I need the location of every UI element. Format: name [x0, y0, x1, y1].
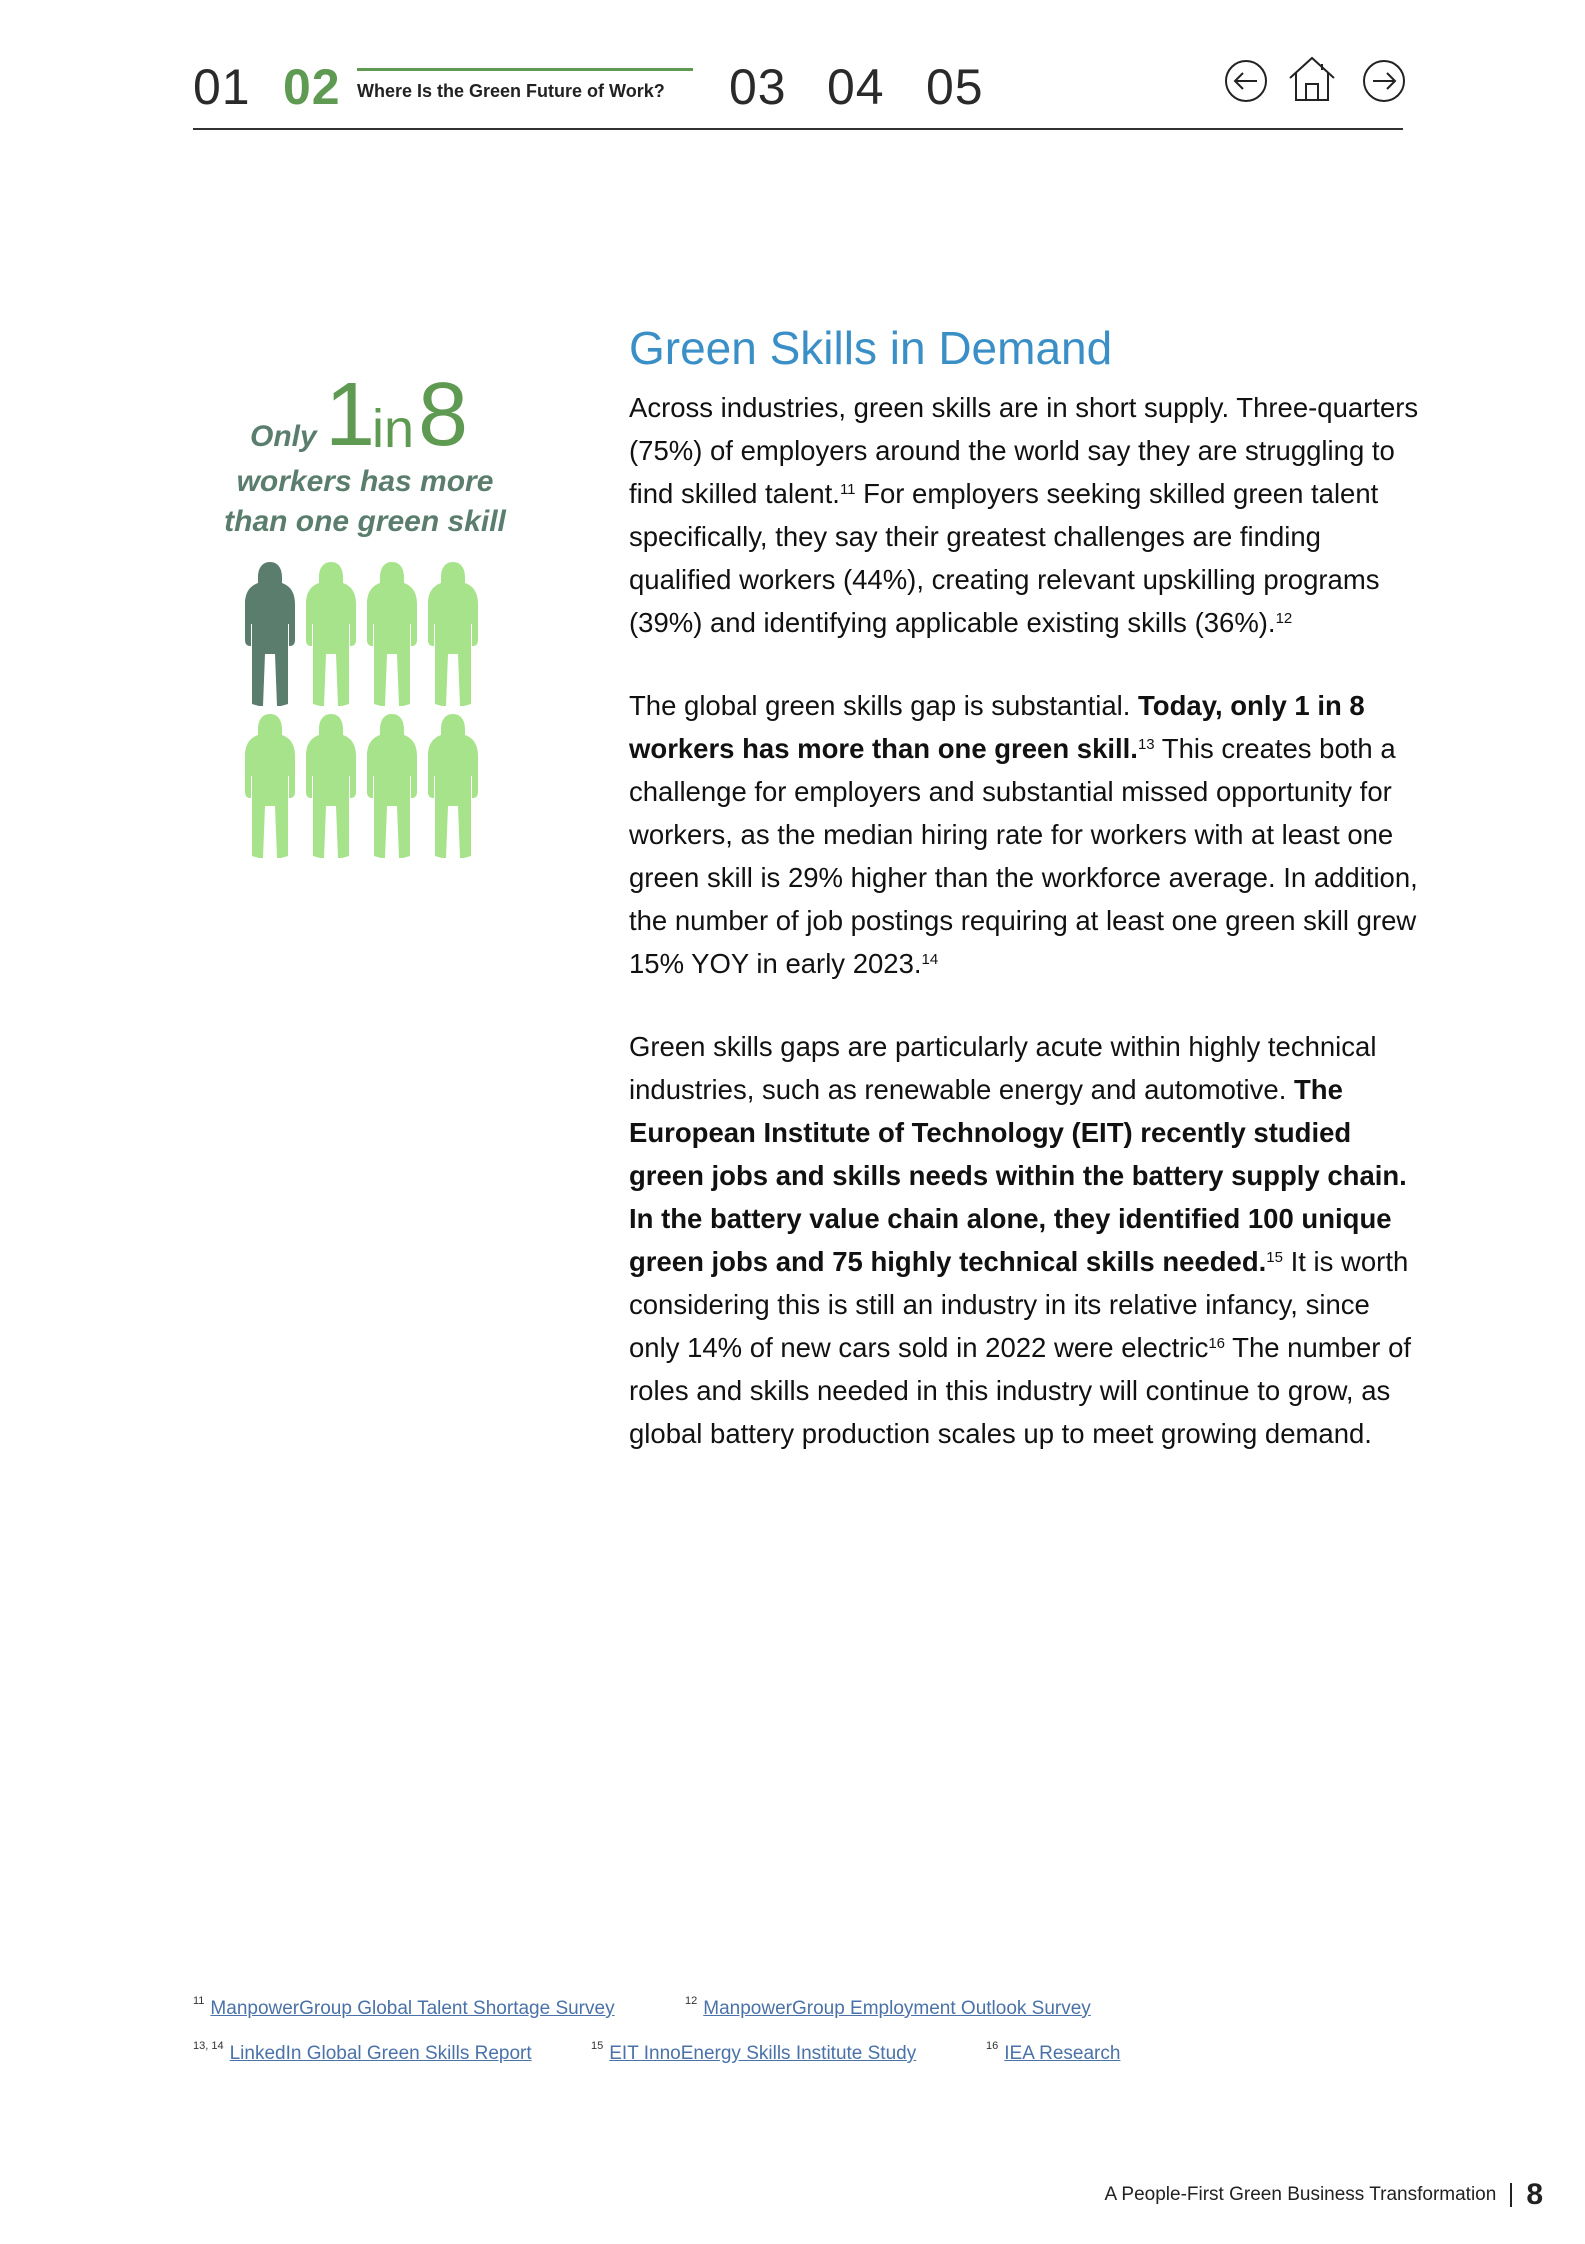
person-highlighted-icon	[244, 560, 296, 708]
p2-text-a: The global green skills gap is substantial.	[629, 690, 1139, 721]
top-navigation	[193, 52, 1403, 130]
footnote-item	[685, 1995, 1091, 2020]
back-arrow-icon[interactable]	[1223, 58, 1269, 104]
footnote-number: 11	[193, 1995, 205, 2007]
stat-number-eight: 8	[418, 365, 469, 465]
footnote-number: 16	[986, 2040, 999, 2052]
paragraph-1	[629, 386, 1419, 644]
nav-active-subtitle[interactable]: Where Is the Green Future of Work?	[357, 68, 693, 102]
footnote-link[interactable]: LinkedIn Global Green Skills Report	[229, 2043, 532, 2064]
footnote-link[interactable]: ManpowerGroup Employment Outlook Survey	[703, 1998, 1091, 2019]
footnote-number: 13, 14	[193, 2040, 224, 2052]
footnote-item	[986, 2040, 1121, 2065]
footnote-link[interactable]: IEA Research	[1004, 2043, 1121, 2064]
footnote-ref: 14	[921, 951, 939, 968]
p1-text-a: Across industries, green skills are in short supply. Three-quarters (75%) of employers around the world say they are struggling to find skilled talent.	[629, 392, 1419, 509]
footnote-link[interactable]: EIT InnoEnergy Skills Institute Study	[609, 2043, 917, 2064]
stat-in-label: in	[372, 399, 415, 459]
p3-text-b: It is worth considering this is still an industry in its relative infancy, since only 14% of new cars sold in 2022 were electric	[629, 1246, 1409, 1363]
paragraph-3	[629, 1025, 1419, 1455]
person-icon	[366, 560, 418, 708]
p3-text-a: Green skills gaps are particularly acute within highly technical industries, such as renewable energy and automotive.	[629, 1031, 1377, 1105]
section-title: Green Skills in Demand	[629, 321, 1113, 374]
footnote-number: 15	[591, 2040, 604, 2052]
footnote-item	[591, 2040, 917, 2065]
p3-text-c: The number of roles and skills needed in this industry will continue to grow, as global battery production scales up to meet growing demand.	[629, 1332, 1412, 1449]
footer-divider	[1510, 2183, 1512, 2207]
paragraph-2	[629, 684, 1419, 985]
nav-section-01[interactable]: 01	[193, 59, 251, 115]
person-icon	[366, 712, 418, 860]
footnote-link[interactable]: ManpowerGroup Global Talent Shortage Survey	[210, 1998, 615, 2019]
nav-section-04[interactable]: 04	[827, 59, 885, 115]
person-icon	[305, 560, 357, 708]
people-pictogram	[244, 560, 484, 870]
nav-section-05[interactable]: 05	[926, 59, 984, 115]
stat-headline	[200, 365, 530, 465]
stat-only-label: Only	[250, 420, 317, 453]
person-icon	[427, 712, 479, 860]
article-body	[629, 386, 1419, 1495]
p3-bold-text: The European Institute of Technology (EIT) recently studied green jobs and skills needs within the battery supply chain. In the battery value chain alone, they identified 100 unique green jobs and 75 highly technical skills needed.	[629, 1074, 1407, 1277]
nav-section-02[interactable]: 02	[283, 59, 341, 115]
person-icon	[305, 712, 357, 860]
page-number: 8	[1526, 2178, 1543, 2211]
footnote-number: 12	[685, 1995, 698, 2007]
footnote-ref: 11	[839, 481, 856, 498]
home-icon[interactable]	[1286, 54, 1338, 104]
footnote-item	[193, 2040, 532, 2065]
footnote-ref: 15	[1266, 1249, 1283, 1266]
p2-text-b: This creates both a challenge for employers and substantial missed opportunity for workers, as the median hiring rate for workers with at least one green skill is 29% higher than the workforce average. In addition, the number of job postings requiring at least one green skill grew 15% YOY in early 2023.	[629, 733, 1418, 979]
stat-number-one: 1	[325, 365, 376, 465]
person-icon	[427, 560, 479, 708]
nav-section-03[interactable]: 03	[729, 59, 787, 115]
footnote-ref: 16	[1208, 1335, 1226, 1352]
stat-caption-line2: than one green skill	[224, 505, 506, 538]
p1-text-b: For employers seeking skilled green talent specifically, they say their greatest challenges are finding qualified workers (44%), creating relevant upskilling programs (39%) and identifying applicable existing skills (36%).	[629, 478, 1380, 638]
footnote-ref: 12	[1275, 610, 1293, 627]
p2-bold-text: Today, only 1 in 8 workers has more than one green skill.	[629, 690, 1365, 764]
footnote-ref: 13	[1137, 736, 1155, 753]
forward-arrow-icon[interactable]	[1361, 58, 1407, 104]
stat-caption-line1: workers has more	[236, 465, 494, 498]
footnote-item	[193, 1995, 615, 2020]
footer-title: A People-First Green Business Transformation	[1104, 2184, 1497, 2205]
person-icon	[244, 712, 296, 860]
page-footer	[1105, 2178, 1543, 2212]
stat-callout	[200, 365, 530, 542]
